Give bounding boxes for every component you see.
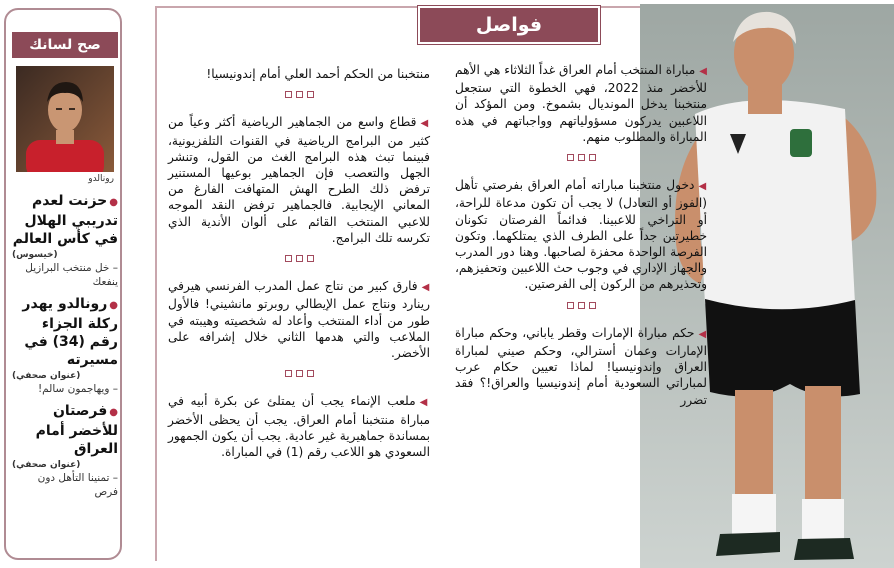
sidebar-reply: – خل منتخب البرازيل ينفعك	[25, 262, 118, 288]
separator	[168, 88, 430, 104]
paragraph: قطاع واسع من الجماهير الرياضية أكثر وعياً من كثير من البرامج الرياضية في القنوات التلفزيونية، فبينما تبث هذه البرامج الغث من القول، وتنشر الجهل والتعصب فإن الجماهير بوعيها المستنير ترفض ذلك الطرح الهش المتهافت الفارغ من المعاني الإيجابية. فالجماهير ترفض النقد الموجه للاعبي المنتخب القائم على ألوان الأندية الذي تكرسه تلك البرامج.	[168, 115, 430, 245]
sidebar-title: صح لسانك	[12, 32, 118, 58]
sidebar-headline: فرصتان للأخضر أمام العراق	[35, 403, 118, 457]
ronaldo-photo	[16, 66, 114, 172]
sidebar-source: (خيسوس)	[12, 250, 58, 260]
bullet-arrow-icon: ◀	[698, 181, 707, 193]
section-title: فواصل	[418, 6, 600, 44]
sidebar-headline: رونالدو يهدر ركلة الجزاء رقم (34) في مسيرته	[22, 296, 118, 368]
bullet-arrow-icon: ◀	[699, 66, 707, 77]
bullet-arrow-icon: ◀	[420, 118, 430, 130]
paragraph: حكم مباراة الإمارات وقطر ياباني، وحكم مباراة الإمارات وعمان أسترالي، وحكم صيني لمباراة العراق وإندونيسيا! لماذا تعيين حكام عرب لمباراتي السعودية أمام إندونيسيا والعراق!؟ فقد تضرر	[455, 325, 707, 407]
sidebar-item	[12, 295, 118, 396]
sidebar-reply: – تمنينا التأهل دون فرص	[37, 472, 118, 498]
paragraph: منتخبنا من الحكم أحمد العلي أمام إندونيسيا!	[206, 67, 430, 81]
bullet-icon: ●	[109, 407, 118, 418]
bullet-icon: ●	[109, 300, 118, 311]
article-column-left	[168, 66, 430, 466]
paragraph: مباراة المنتخب أمام العراق غداً الثلاثاء هي الأهم للأخضر منذ 2022، فهي الخطوة التي ستجعل منتخبنا يدخل المونديال بشموخ. ومن المؤكد أن اللاعبين يدركون مسؤولياتهم وواجباتهم في هذه المباراة والمطلوب منهم.	[455, 63, 707, 144]
photo-caption: رونالدو	[88, 174, 114, 184]
separator	[168, 252, 430, 268]
separator	[455, 151, 707, 167]
separator	[168, 367, 430, 383]
paragraph: ملعب الإنماء يجب أن يمتلئ عن بكرة أبيه في مباراة منتخبنا أمام العراق. يجب أن يحظى الأخضر بمساندة جماهيرية غير عادية. يجب أن يكون الجمهور السعودي هو اللاعب رقم (1) في المباراة.	[168, 394, 430, 460]
paragraph: دخول منتخبنا مباراته أمام العراق بفرصتي تأهل (الفوز أو التعادل) لا يجب أن تكون مدعاة للراحة، أو التراخي للاعبينا. فدائماً الفرصتان تكونان خطيرتين جداً على الطرف الذي يمتلكهما. وتكون الفرصة الواحدة محفزة لصاحبها. وهنا دور المدرب والجهاز الإداري في وجوب حث اللاعبين وتحفيزهم، وتحذيرهم من الركون إلى الفرصتين.	[455, 178, 707, 292]
paragraph: فارق كبير من نتاج عمل المدرب الفرنسي هيرفي رينارد ونتاج عمل الإيطالي روبرتو مانشيني! فالأول طور من أداء المنتخب وأعاد له شخصيته وهيبته في الملاعب والتي هدمها الثاني خلال إشرافه على الأخضر.	[168, 279, 430, 361]
article-column-right	[455, 62, 707, 414]
sidebar-item	[12, 402, 118, 499]
sidebar-source: (عنوان صحفي)	[12, 460, 81, 470]
bullet-arrow-icon: ◀	[421, 282, 430, 294]
bullet-arrow-icon: ◀	[698, 328, 707, 340]
sidebar-item	[12, 192, 118, 289]
sidebar-reply: – ويهاجمون سالم!	[37, 383, 118, 395]
bullet-arrow-icon: ◀	[419, 397, 430, 409]
sidebar-box	[4, 8, 122, 560]
separator	[455, 299, 707, 315]
sidebar-headline: حزنت لعدم تدريبي الهلال في كأس العالم	[12, 193, 118, 247]
bullet-icon: ●	[109, 197, 118, 208]
sidebar-items	[12, 192, 118, 505]
sidebar-source: (عنوان صحفي)	[12, 371, 81, 381]
